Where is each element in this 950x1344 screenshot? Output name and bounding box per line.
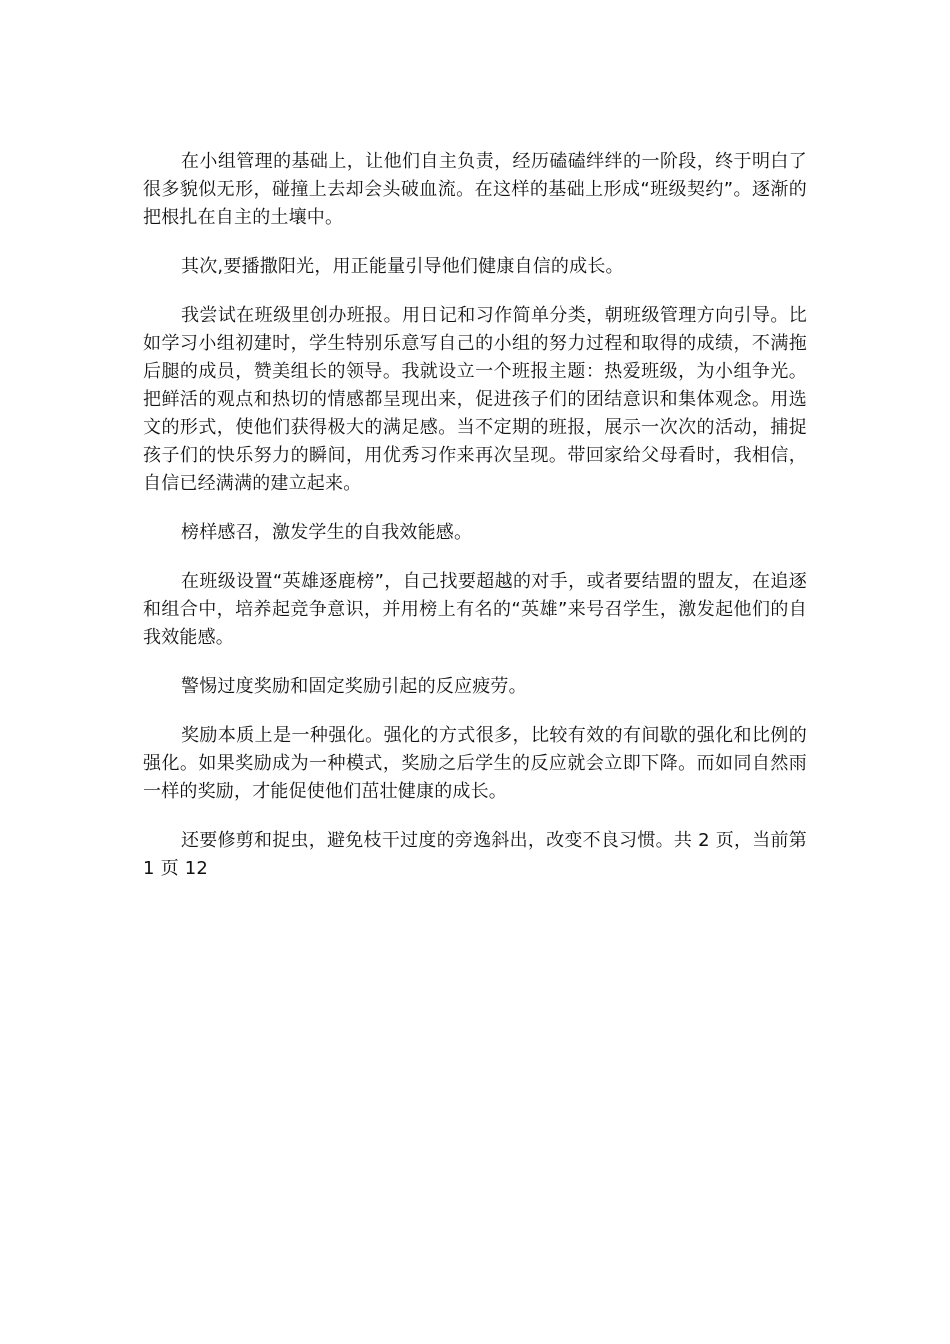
paragraph: 其次,要播撒阳光，用正能量引导他们健康自信的成长。: [181, 256, 624, 277]
document-body: [143, 148, 807, 904]
paragraph: 在班级设置“英雄逐鹿榜”，自己找要超越的对手，或者要结盟的盟友，在追逐和组合中，培养起竞争意识，并用榜上有名的“英雄”来号召学生，激发起他们的自我效能感。: [143, 571, 807, 648]
paragraph: 榜样感召，激发学生的自我效能感。: [181, 522, 473, 543]
paragraph: 奖励本质上是一种强化。强化的方式很多，比较有效的有间歇的强化和比例的强化。如果奖励成为一种模式，奖励之后学生的反应就会立即下降。而如同自然雨一样的奖励，才能促使他们茁壮健康的成长。: [143, 725, 807, 802]
paragraph: 警惕过度奖励和固定奖励引起的反应疲劳。: [181, 676, 527, 697]
paragraph-with-page-indicator: 还要修剪和捉虫，避免枝干过度的旁逸斜出，改变不良习惯。共 2 页，当前第 1 页 12: [143, 830, 807, 879]
paragraph: 在小组管理的基础上，让他们自主负责，经历磕磕绊绊的一阶段，终于明白了很多貌似无形，碰撞上去却会头破血流。在这样的基础上形成“班级契约”。逐渐的把根扎在自主的土壤中。: [143, 151, 807, 228]
paragraph: 我尝试在班级里创办班报。用日记和习作简单分类，朝班级管理方向引导。比如学习小组初建时，学生特别乐意写自己的小组的努力过程和取得的成绩，不满拖后腿的成员，赞美组长的领导。我就设立一个班报主题：热爱班级，为小组争光。把鲜活的观点和热切的情感都呈现出来，促进孩子们的团结意识和集体观念。用选文的形式，使他们获得极大的满足感。当不定期的班报，展示一次次的活动，捕捉孩子们的快乐努力的瞬间，用优秀习作来再次呈现。带回家给父母看时，我相信，自信已经满满的建立起来。: [143, 305, 807, 494]
